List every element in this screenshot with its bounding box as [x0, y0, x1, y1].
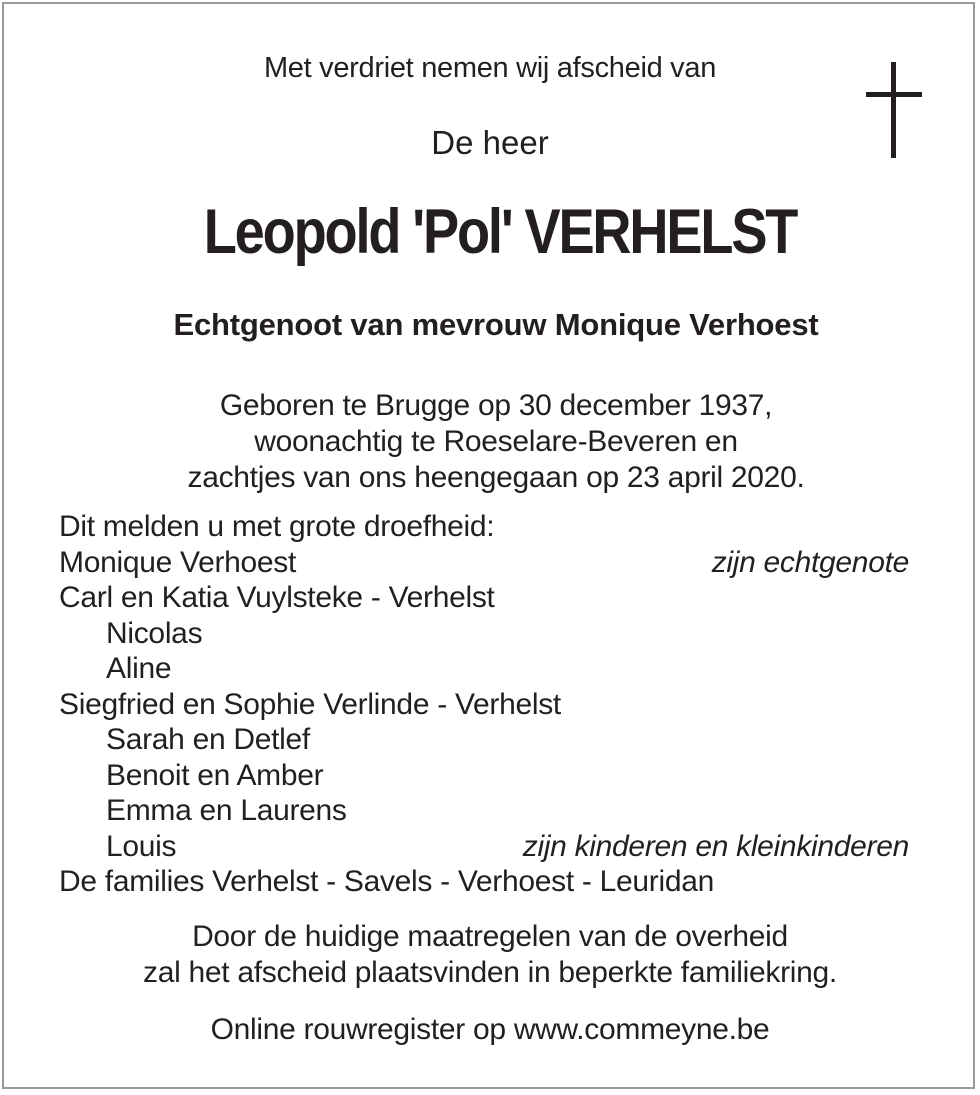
family-member: Nicolas	[106, 616, 203, 650]
family-relation: zijn echtgenote	[711, 545, 909, 579]
deceased-name: Leopold 'Pol' VERHELST	[203, 197, 797, 267]
family-member: Benoit en Amber	[106, 758, 324, 792]
honorific-title: De heer	[431, 124, 549, 161]
family-row	[59, 758, 909, 794]
family-intro	[59, 509, 909, 545]
life-line-residence: woonachtig te Roeselare-Beveren en	[254, 425, 738, 458]
family-member: Carl en Katia Vuylsteke - Verhelst	[59, 581, 495, 614]
ceremony-notice	[0, 919, 980, 991]
family-row	[59, 829, 909, 865]
family-row	[59, 651, 909, 687]
cross-horizontal-bar	[866, 92, 922, 97]
family-row	[59, 722, 909, 758]
notice-line: zal het afscheid plaatsvinden in beperkte familiekring.	[143, 956, 837, 989]
family-list	[59, 509, 909, 900]
family-member: De families Verhelst - Savels - Verhoest - Leuridan	[59, 865, 715, 898]
family-intro-text: Dit melden u met grote droefheid:	[59, 510, 495, 543]
life-line-death: zachtjes van ons heengegaan op 23 april 2020.	[187, 461, 805, 494]
family-row	[59, 864, 909, 900]
family-row	[59, 616, 909, 652]
family-row	[59, 687, 909, 723]
life-details	[6, 388, 980, 496]
online-register: Online rouwregister op www.commeyne.be	[210, 1013, 770, 1046]
family-row	[59, 580, 909, 616]
family-member: Sarah en Detlef	[106, 723, 310, 756]
family-member: Emma en Laurens	[106, 794, 347, 827]
family-member: Louis	[106, 829, 177, 863]
family-member: Aline	[106, 652, 172, 685]
family-member: Monique Verhoest	[59, 545, 297, 579]
family-row	[59, 793, 909, 829]
spouse-line: Echtgenoot van mevrouw Monique Verhoest	[173, 307, 819, 342]
life-line-birth: Geboren te Brugge op 30 december 1937,	[219, 389, 773, 422]
notice-line: Door de huidige maatregelen van de overheid	[192, 920, 788, 953]
family-relation: zijn kinderen en kleinkinderen	[522, 829, 909, 863]
family-row	[59, 545, 909, 581]
intro-text: Met verdriet nemen wij afscheid van	[263, 52, 717, 84]
family-member: Siegfried en Sophie Verlinde - Verhelst	[59, 687, 561, 721]
